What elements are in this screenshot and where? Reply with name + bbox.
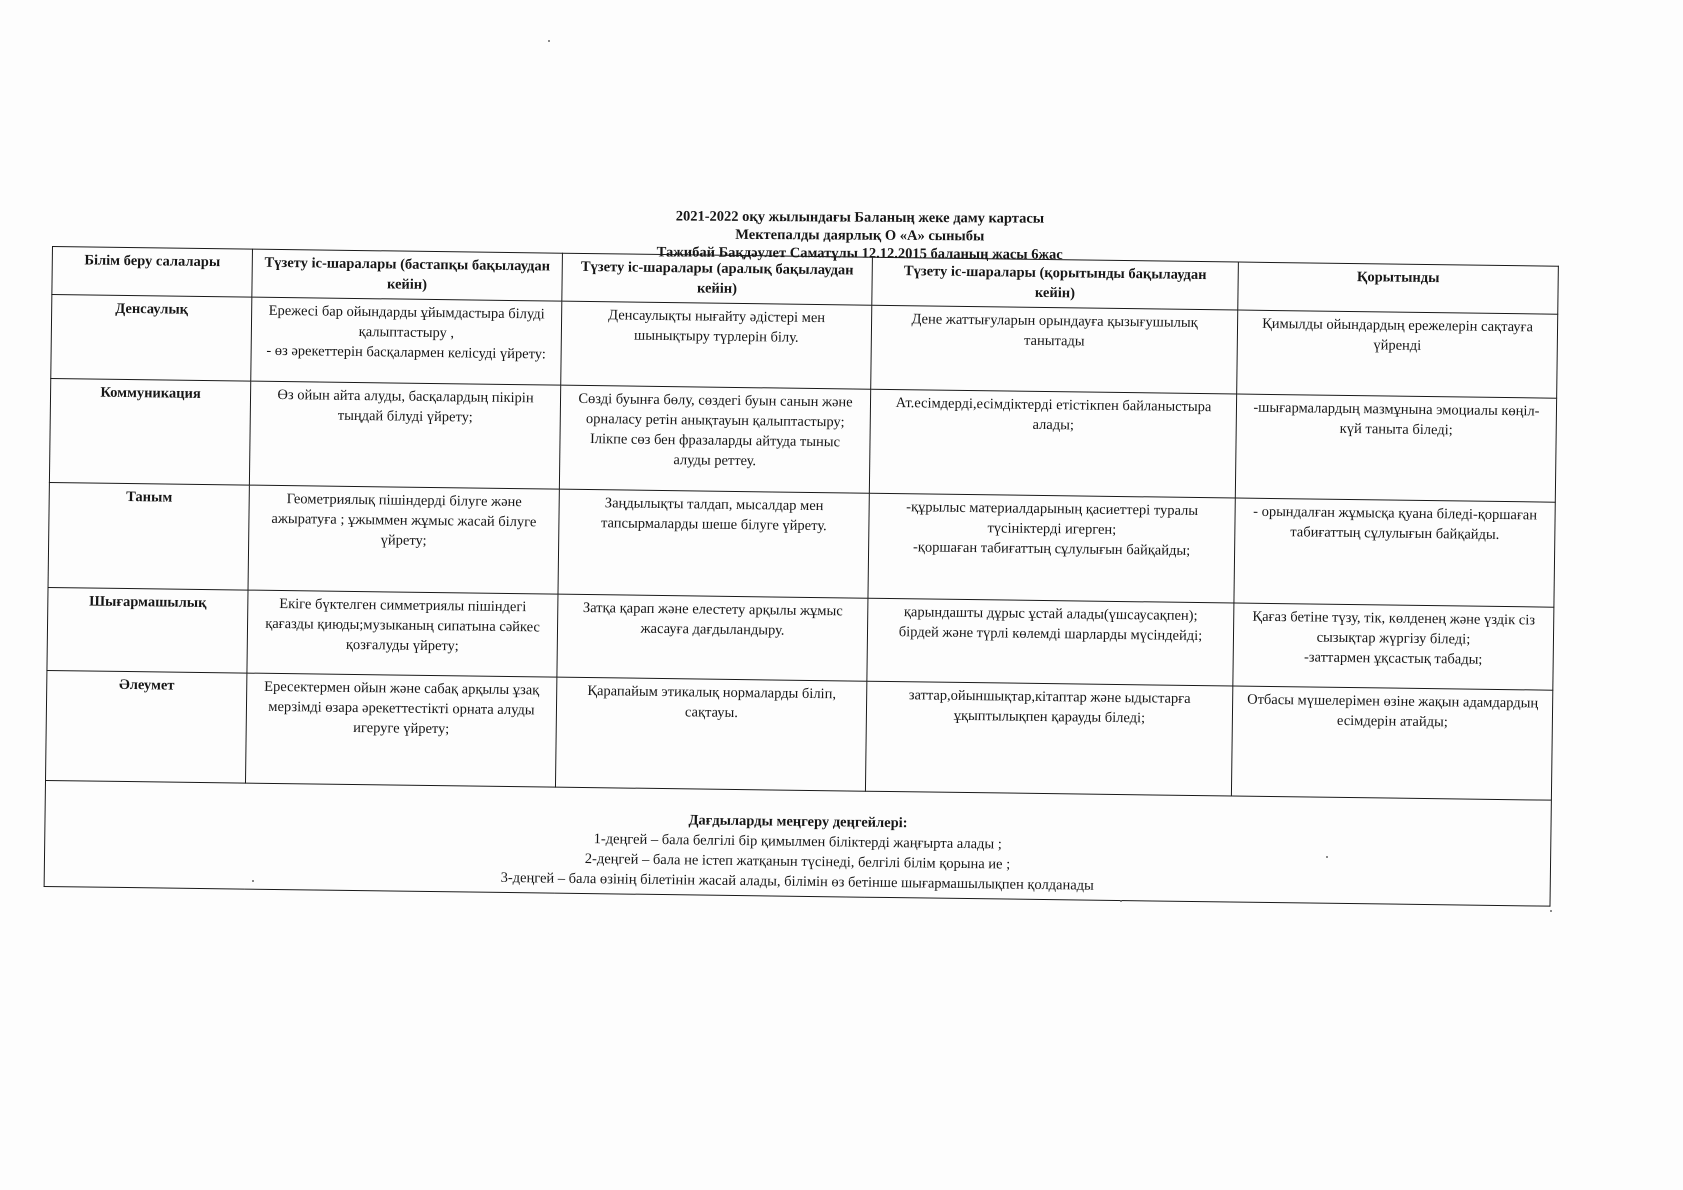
cell-text-line: Геометриялық пішіндерді білуге және ажыратуға ; ұжыммен жұмыс жасай білуге үйрету; [271,491,537,549]
skill-level-2: 2-деңгей – бала не істеп жатқанын түсінеді, белгілі білім қорына ие ; [584,851,1011,873]
interim-actions-cell [555,677,866,791]
scan-speck [252,880,254,882]
result-cell [1237,310,1558,398]
cell-text-line: Ат.есімдерді,есімдіктерді етістікпен байланыстыра алады; [895,395,1212,434]
table-footer-row [44,780,1551,906]
title-line-1: 2021-2022 оқу жылындағы Баланың жеке даму картасы [675,208,1045,227]
cell-text-line: - өз әрекеттерін басқалармен келісуді үйрету: [266,342,547,363]
cell-text-line: Ілікпе сөз бен фразаларды айтуда тыныс алуды реттеу. [589,431,841,470]
cell-text-line: Ересектермен ойын және сабақ арқылы ұзақ мерзімді өзара әрекеттестікті орната алуды игеруге үйрету; [264,678,540,738]
cell-text-line: -шығармалардың мазмұнына эмоциалы көңіл-күй таныта біледі; [1253,399,1540,439]
scan-speck [1550,910,1552,912]
skill-levels-title: Дағдыларды меңгеру деңгейлері: [688,812,908,832]
title-line-3: Тажибай Бақдәулет Саматұлы 12.12.2015 баланың жасы 6жас [656,244,1063,263]
result-cell [1234,498,1555,607]
cell-text-line: -заттармен ұқсастық табады; [1303,649,1483,668]
header-result: Қорытынды [1238,262,1559,314]
final-actions-cell [868,493,1235,603]
cell-text-line: Қағаз бетіне түзу, тік, көлденең және үздік сіз сызықтар жүргізу біледі; [1252,608,1536,648]
result-cell [1233,603,1554,690]
header-interim-actions: Түзету іс-шаралары (аралық бақылаудан кейін) [562,253,873,305]
cell-text-line: заттар,ойыншықтар,кітаптар және ыдыстарға ұқыптылықпен қарауды біледі; [908,687,1191,727]
cell-text-line: Затқа қарап және елестету арқылы жұмыс жасауға дағдыландыру. [582,599,843,639]
cell-text-line: -құрылыс материалдарының қасиеттері туралы түсініктерді игерген; [906,499,1199,538]
development-map-table [44,246,1559,907]
header-subject-area: Білім беру салалары [52,247,253,298]
cell-text-line: - орындалған жұмысқа қуана біледі-қоршаған табиғаттың сұлулығын байқайды. [1253,503,1538,543]
skill-level-3: 3-деңгей – бала өзінің білетінін жасай алады, білімін өз бетінше шығармашылықпен қолданады [500,869,1094,894]
cell-text-line: Қимылды ойындардың ережелерін сақтауға үйренді [1262,315,1534,354]
scan-speck [1120,900,1122,902]
interim-actions-cell [559,385,870,493]
table-row [49,378,1556,502]
subject-area-cell: Таным [48,482,249,590]
interim-actions-cell [557,594,868,681]
cell-text-line: Екіге бүктелген симметриялы пішіндегі қағазды қиюды;музыканың сипатына сәйкес қозғалуды үйрету; [265,596,540,655]
title-line-2: Мектепалды даярлық О «А» сыныбы [735,226,985,245]
table-row [48,482,1555,607]
cell-text-line: Қарапайым этикалық нормаларды біліп, сақтауы. [587,683,837,722]
result-cell [1231,686,1552,800]
cell-text-line: Ережесі бар ойындарды ұйымдастыра білуді қалыптастыру , [268,302,545,342]
cell-text-line: Отбасы мүшелерімен өзіне жақын адамдардың есімдерін атайды; [1247,691,1539,731]
final-actions-cell [865,681,1232,796]
final-actions-cell [871,305,1238,394]
subject-area-cell: Шығармашылық [47,587,248,673]
table-row [46,670,1553,800]
final-actions-cell [869,389,1236,498]
subject-area-cell: Денсаулық [51,295,252,382]
skill-levels-cell [44,780,1551,906]
scan-speck [1326,856,1328,858]
scan-speck [548,40,550,42]
result-cell [1235,394,1556,502]
cell-text-line: Денсаулықты нығайту әдістері мен шынықтыру түрлерін білу. [608,307,826,346]
cell-text-line: Өз ойын айта алуды, басқалардың пікірін тыңдай білуді үйрету; [277,386,534,426]
cell-text-line: Заңдылықты талдап, мысалдар мен тапсырмаларды шеше білуге үйрету. [600,495,827,535]
cell-text-line: қарындашты дұрыс ұстай алады(үшсаусақпен); [903,604,1198,625]
cell-text-line: Сөзді буынға бөлу, сөздегі буын санын және орналасу ретін анықтауын қалыптастыру; [578,390,853,431]
subject-area-cell: Коммуникация [49,378,250,485]
initial-actions-cell [247,590,558,677]
initial-actions-cell [245,673,556,787]
skill-level-1: 1-деңгей – бала белгілі бір қимылмен біліктерді жаңғырта алады ; [593,831,1002,853]
cell-text-line: -қоршаған табиғаттың сұлулығын байқайды; [912,539,1191,559]
cell-text-line: Дене жаттығуларын орындауға қызығушылық танытады [911,311,1198,350]
cell-text-line: бірдей және түрлі көлемді шарларды мүсіндейді; [898,624,1203,645]
interim-actions-cell [558,489,869,598]
initial-actions-cell [248,485,559,594]
final-actions-cell [867,598,1234,686]
initial-actions-cell [251,297,562,385]
header-initial-actions: Түзету іс-шаралары (бастапқы бақылаудан кейін) [252,249,563,301]
subject-area-cell: Әлеумет [46,670,247,783]
header-final-actions: Түзету іс-шаралары (қорытынды бақылаудан кейін) [872,257,1239,310]
interim-actions-cell [561,301,872,389]
initial-actions-cell [249,381,560,489]
